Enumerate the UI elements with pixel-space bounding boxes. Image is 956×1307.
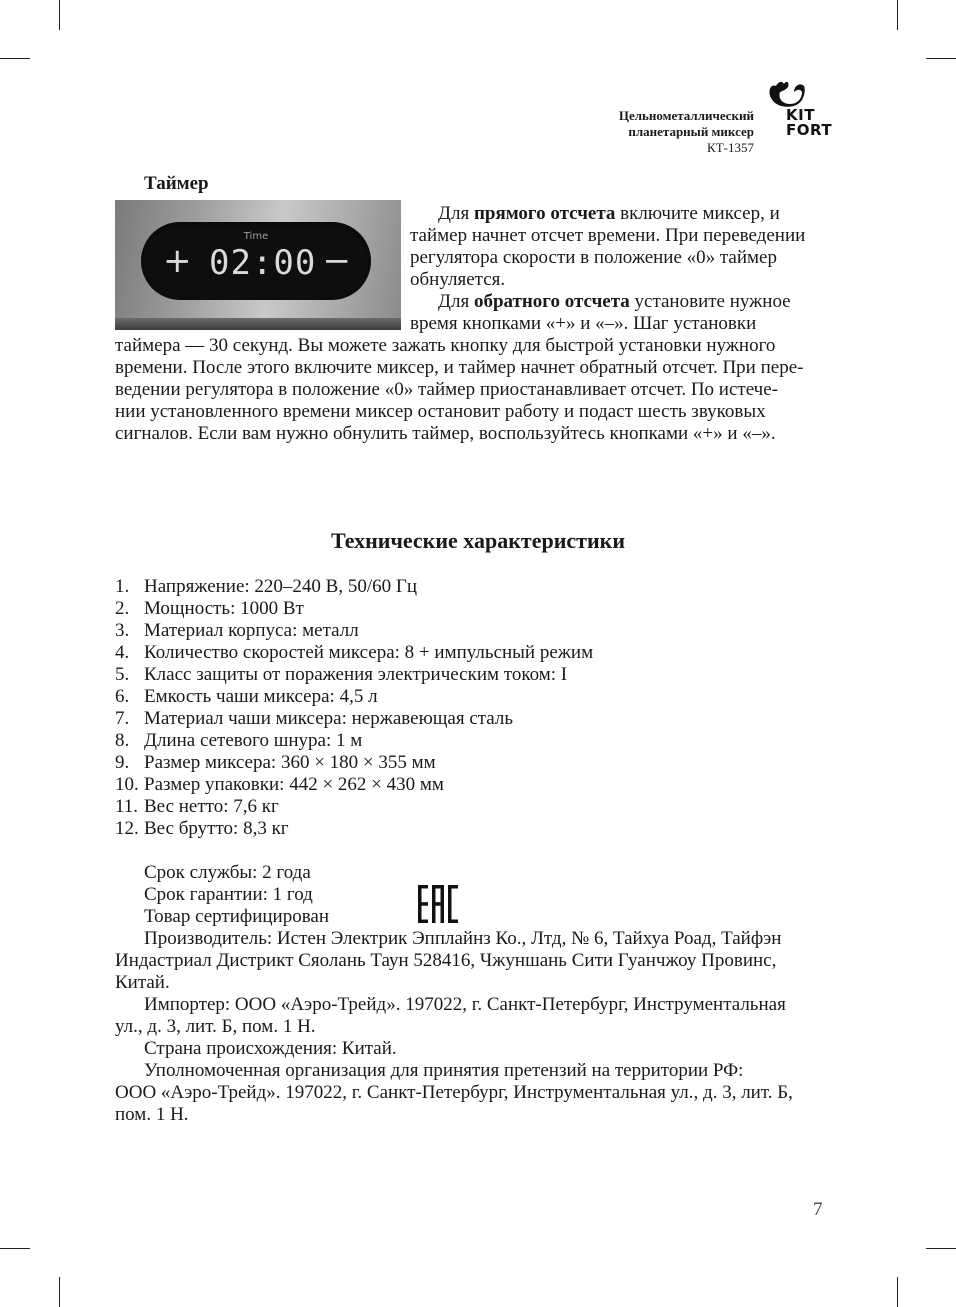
timer-paragraph-line: Для обратного отсчета установите нужное xyxy=(438,291,791,312)
minus-icon: − xyxy=(322,241,351,281)
timer-paragraph-line: обнуляется. xyxy=(410,269,506,290)
spec-item-text: Количество скоростей миксера: 8 + импульсный режим xyxy=(144,642,594,663)
timer-display-panel xyxy=(141,222,371,300)
timer-paragraph-line: регулятора скорости в положение «0» таймер xyxy=(410,247,777,268)
page-number: 7 xyxy=(813,1199,823,1220)
timer-paragraph-line: сигналов. Если вам нужно обнулить таймер, воспользуйтесь кнопками «+» и «–». xyxy=(115,423,776,444)
timer-photo xyxy=(115,200,401,330)
timer-digits: 02:00 xyxy=(209,243,317,283)
warranty: Срок гарантии: 1 год xyxy=(144,884,313,905)
manufacturer: Индастриал Дистрикт Сяолань Таун 528416, Чжуншань Сити Гуанчжоу Провинс, xyxy=(115,950,777,971)
spec-item xyxy=(115,686,593,708)
logo-line: FORT xyxy=(786,121,833,139)
spec-item-text: Материал чаши миксера: нержавеющая сталь xyxy=(144,708,514,729)
spec-item-number: 4. xyxy=(115,642,130,663)
crop-mark xyxy=(926,1248,956,1249)
spec-item xyxy=(115,796,593,818)
spec-item-number: 11. xyxy=(115,796,139,817)
authorized-organization: пом. 1 Н. xyxy=(115,1104,189,1125)
crop-mark xyxy=(0,58,30,59)
spec-item-text: Вес брутто: 8,3 кг xyxy=(144,818,289,839)
spec-item-number: 12. xyxy=(115,818,139,839)
spec-item xyxy=(115,730,593,752)
manufacturer: Китай. xyxy=(115,972,170,993)
spec-item-number: 3. xyxy=(115,620,130,641)
brand-logo xyxy=(786,108,832,138)
spec-item-number: 6. xyxy=(115,686,130,707)
crop-mark xyxy=(926,58,956,59)
spec-item-text: Размер упаковки: 442 × 262 × 430 мм xyxy=(144,774,444,795)
spec-item-number: 7. xyxy=(115,708,130,729)
timer-paragraph-line: время кнопками «+» и «–». Шаг установки xyxy=(410,313,757,334)
manufacturer: Производитель: Истен Электрик Эпплайнз Ко., Лтд, № 6, Тайхуа Роад, Тайфэн xyxy=(144,928,782,949)
spec-item-text: Мощность: 1000 Вт xyxy=(144,598,304,619)
spec-item-text: Длина сетевого шнура: 1 м xyxy=(144,730,363,751)
timer-paragraph-line: таймера — 30 секунд. Вы можете зажать кнопку для быстрой установки нужного xyxy=(115,335,776,356)
photo-edge xyxy=(115,318,401,330)
spec-list xyxy=(115,576,593,840)
spec-item-number: 5. xyxy=(115,664,130,685)
spec-item-text: Размер миксера: 360 × 180 × 355 мм xyxy=(144,752,436,773)
importer: ул., д. 3, лит. Б, пом. 1 Н. xyxy=(115,1016,316,1037)
logo-line: KIT xyxy=(786,106,815,124)
certified: Товар сертифицирован xyxy=(144,906,330,927)
spec-item xyxy=(115,576,593,598)
time-label: Time xyxy=(243,231,269,242)
eac-certification-mark xyxy=(418,885,458,923)
authorized-organization: Уполномоченная организация для принятия претензий на территории РФ: xyxy=(144,1060,744,1081)
timer-paragraph-line: нии установленного времени миксер остановит работу и подаст шесть звуковых xyxy=(115,401,766,422)
spec-item-text: Напряжение: 220–240 В, 50/60 Гц xyxy=(144,576,418,597)
crop-mark xyxy=(0,1248,30,1249)
timer-paragraph-line: таймер начнет отсчет времени. При переведении xyxy=(410,225,806,246)
spec-item xyxy=(115,642,593,664)
spec-item-number: 9. xyxy=(115,752,130,773)
timer-paragraph-line: Для прямого отсчета включите миксер, и xyxy=(438,203,780,224)
spec-item xyxy=(115,774,593,796)
spec-item-number: 1. xyxy=(115,576,130,597)
crop-mark xyxy=(59,0,60,30)
spec-item-text: Емкость чаши миксера: 4,5 л xyxy=(144,686,378,707)
section-title-specs: Технические характеристики xyxy=(330,528,626,553)
timer-paragraph-line: времени. После этого включите миксер, и таймер начнет обратный отсчет. При пере- xyxy=(115,357,804,378)
crop-mark xyxy=(897,1277,898,1307)
spec-item-text: Вес нетто: 7,6 кг xyxy=(144,796,279,817)
importer: Импортер: ООО «Аэро-Трейд». 197022, г. Санкт-Петербург, Инструментальная xyxy=(144,994,786,1015)
model-number: КТ-1357 xyxy=(707,140,754,155)
section-title-timer: Таймер xyxy=(144,173,209,194)
spec-item xyxy=(115,664,593,686)
plus-icon: + xyxy=(163,241,192,281)
spec-item xyxy=(115,598,593,620)
spec-item-text: Класс защиты от поражения электрическим током: I xyxy=(144,664,568,685)
spec-item xyxy=(115,620,593,642)
spec-item-number: 2. xyxy=(115,598,130,619)
crop-mark xyxy=(897,0,898,30)
timer-paragraph-line: ведении регулятора в положение «0» таймер приостанавливает отсчет. По истече- xyxy=(115,379,778,400)
spec-item-number: 10. xyxy=(115,774,139,795)
header-line: Цельнометаллический xyxy=(618,108,754,123)
country-of-origin: Страна происхождения: Китай. xyxy=(144,1038,397,1059)
spec-item-text: Материал корпуса: металл xyxy=(144,620,359,641)
spec-item xyxy=(115,708,593,730)
spec-item xyxy=(115,818,593,840)
service-life: Срок службы: 2 года xyxy=(144,862,311,883)
authorized-organization: ООО «Аэро-Трейд». 197022, г. Санкт-Петербург, Инструментальная ул., д. 3, лит. Б, xyxy=(115,1082,793,1103)
header-line: планетарный миксер xyxy=(628,124,754,139)
product-header xyxy=(619,108,754,156)
spec-item-number: 8. xyxy=(115,730,130,751)
spec-item xyxy=(115,752,593,774)
crop-mark xyxy=(59,1277,60,1307)
